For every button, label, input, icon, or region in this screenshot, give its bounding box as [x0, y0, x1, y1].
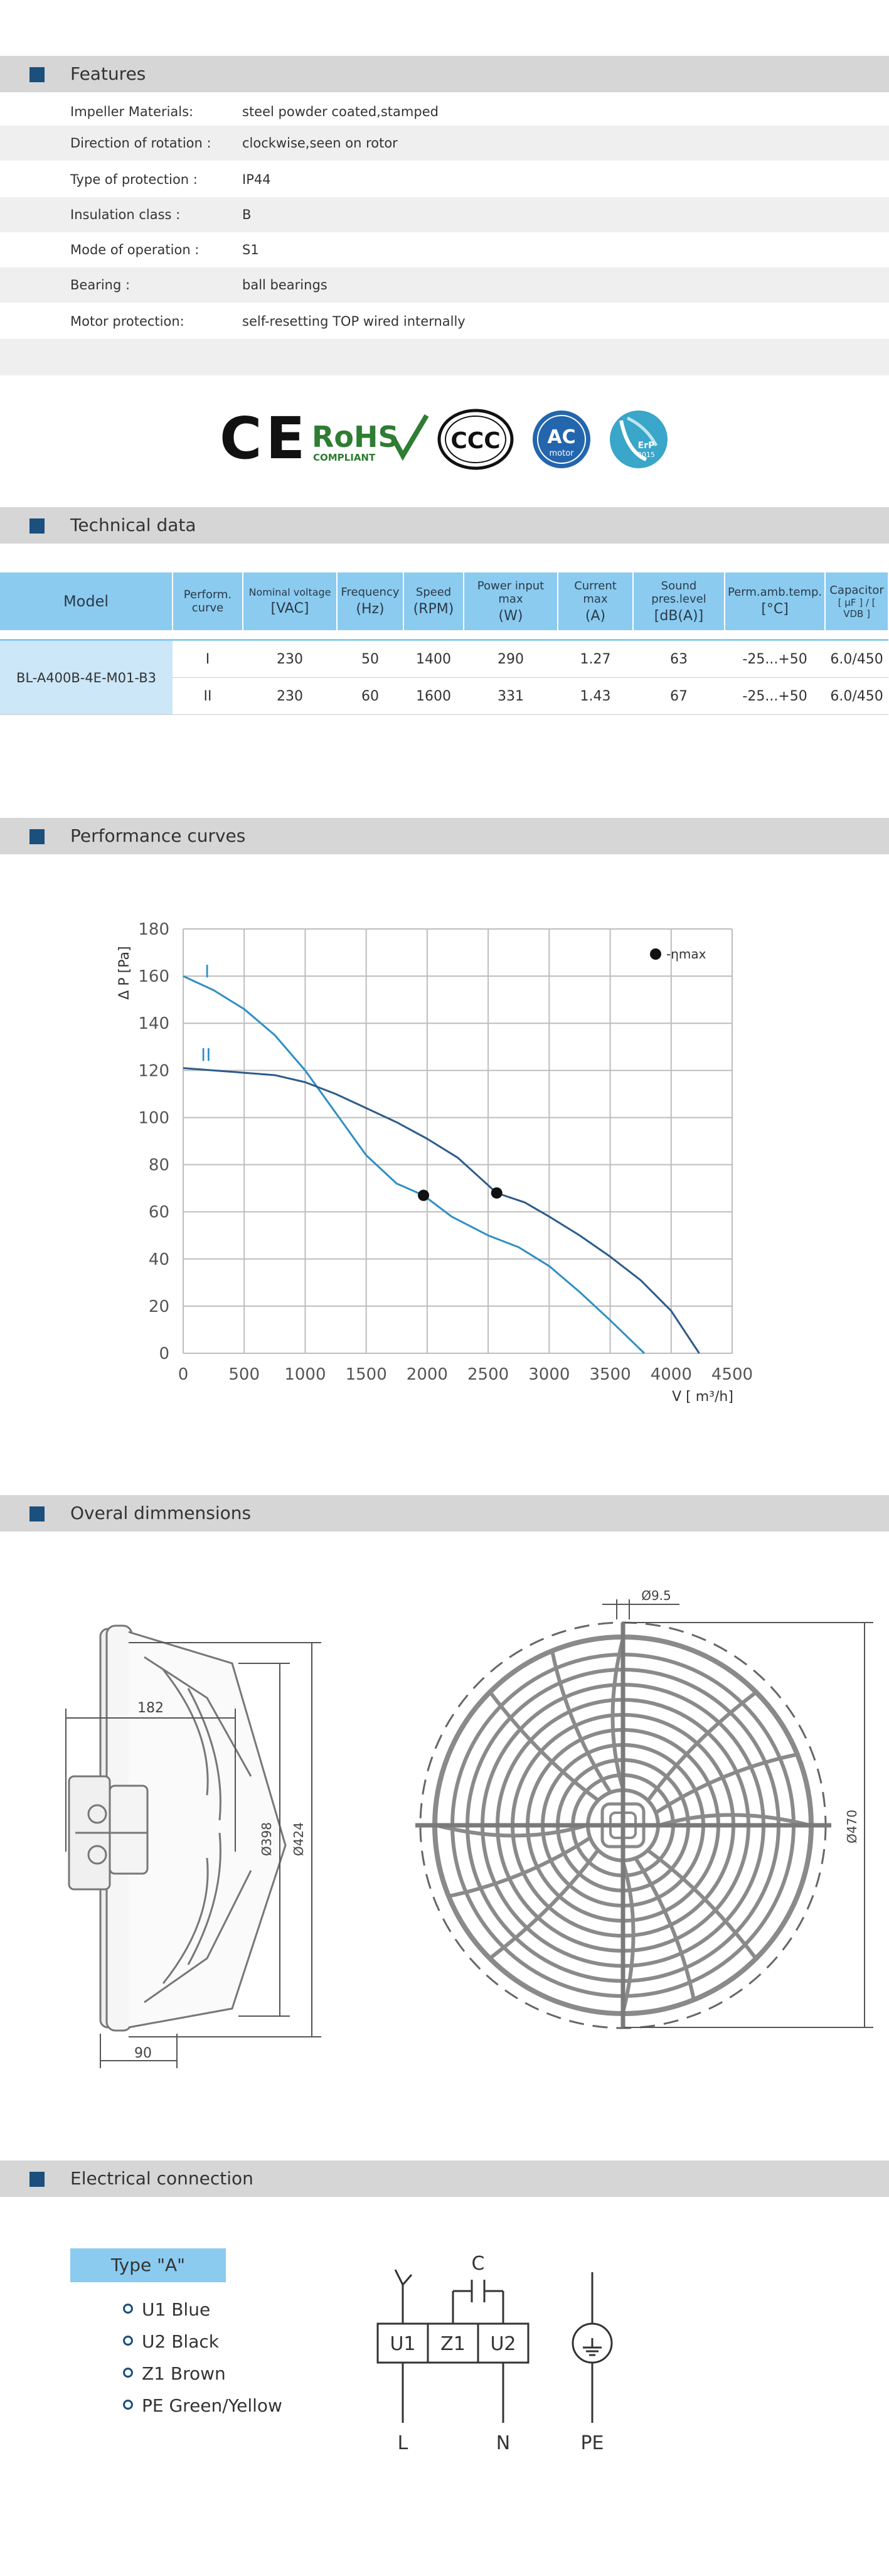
y-tick-label: 180	[138, 920, 169, 939]
legend-marker	[650, 948, 661, 960]
table-row	[0, 640, 888, 678]
series-line-II	[183, 1068, 700, 1353]
cell-temp: -25...+50	[725, 640, 825, 678]
dim-424: Ø424	[291, 1822, 306, 1856]
feature-label: Type of protection :	[70, 172, 198, 187]
feature-label: Insulation class :	[70, 207, 181, 222]
feature-value: S1	[242, 242, 259, 257]
svg-text:RoHS: RoHS	[312, 420, 399, 454]
eta-max-point	[418, 1189, 429, 1201]
feature-label: Mode of operation :	[70, 242, 200, 257]
rohs-logo	[312, 416, 427, 463]
y-axis-label: Δ P [Pa]	[117, 946, 132, 1000]
col-capacitor: Capacitor [ μF ] / [ VDB ]	[825, 572, 888, 630]
y-axis-ticks	[138, 920, 169, 1363]
technical-header	[0, 507, 889, 544]
eta-points	[418, 1188, 503, 1201]
x-tick-label: 3000	[528, 1365, 570, 1384]
x-tick-label: 4000	[650, 1365, 692, 1384]
cell-curve: II	[173, 678, 243, 715]
svg-text:CE: CE	[220, 405, 309, 472]
performance-header	[0, 818, 889, 854]
cell-frequency: 60	[337, 678, 403, 715]
feature-value: self-resetting TOP wired internally	[242, 314, 466, 329]
cell-voltage: 230	[243, 640, 337, 678]
terminal-u1: U1	[390, 2333, 416, 2355]
list-item	[123, 2390, 282, 2422]
feature-label: Direction of rotation :	[70, 136, 211, 151]
col-voltage: Nominal voltage [VAC]	[243, 572, 337, 630]
feature-row	[0, 162, 889, 197]
feature-value: clockwise,seen on rotor	[242, 136, 398, 151]
wire-label: U1 Blue	[142, 2299, 211, 2320]
feature-label: Motor protection:	[70, 314, 184, 329]
dim-470: Ø470	[844, 1810, 860, 1843]
terminal-u2: U2	[490, 2333, 516, 2355]
y-tick-label: 20	[148, 1297, 169, 1316]
section-marker	[29, 1506, 45, 1521]
feature-value: steel powder coated,stamped	[242, 104, 439, 119]
svg-text:CCC: CCC	[450, 428, 501, 454]
y-tick-label: 100	[138, 1108, 169, 1128]
svg-text:motor: motor	[549, 449, 574, 458]
erp-logo	[610, 411, 668, 468]
x-tick-label: 3500	[589, 1365, 631, 1384]
x-tick-label: 500	[228, 1365, 260, 1384]
features-header	[0, 56, 889, 92]
wire-label: PE Green/Yellow	[142, 2395, 282, 2416]
curve-label-II: II	[201, 1044, 211, 1065]
y-tick-label: 120	[138, 1061, 169, 1081]
cell-frequency: 50	[337, 640, 403, 678]
feature-value: ball bearings	[242, 277, 327, 292]
bullet-icon	[123, 2400, 133, 2410]
label-l: L	[397, 2432, 408, 2454]
col-power: Power input max (W)	[464, 572, 558, 630]
section-marker	[29, 67, 45, 82]
list-item	[123, 2294, 282, 2326]
dim-398: Ø398	[259, 1822, 274, 1856]
dimensions-header	[0, 1495, 889, 1532]
cell-power: 331	[464, 678, 558, 715]
fan-side-view	[69, 1626, 285, 2031]
x-tick-label: 4500	[711, 1365, 753, 1384]
x-tick-label: 1000	[284, 1365, 326, 1384]
terminal-z1: Z1	[440, 2333, 466, 2355]
label-n: N	[496, 2432, 511, 2454]
list-item	[123, 2326, 282, 2358]
svg-text:2015: 2015	[637, 451, 655, 459]
cell-sound: 67	[633, 678, 725, 715]
section-marker	[29, 518, 45, 534]
y-tick-label: 60	[148, 1203, 169, 1222]
cell-capacitor: 6.0/450	[825, 678, 888, 715]
cell-capacitor: 6.0/450	[825, 640, 888, 678]
dim-90: 90	[134, 2046, 152, 2061]
feature-label: Bearing :	[70, 277, 130, 292]
col-curve: Perform. curve	[173, 572, 243, 630]
col-current: Current max (A)	[558, 572, 633, 630]
dimension-drawing	[0, 1569, 889, 2096]
feature-row	[0, 197, 889, 232]
feature-label: Impeller Materials:	[70, 104, 194, 119]
section-title: Performance curves	[70, 825, 246, 846]
cell-sound: 63	[633, 640, 725, 678]
feature-row	[0, 94, 889, 129]
label-pe: PE	[580, 2432, 604, 2454]
ce-logo	[220, 405, 309, 472]
capacitor-label: C	[471, 2253, 485, 2275]
curve-label-I: I	[205, 961, 210, 982]
feature-row	[0, 232, 889, 267]
y-tick-label: 40	[148, 1250, 169, 1269]
cell-speed: 1400	[403, 640, 464, 678]
col-temp: Perm.amb.temp. [°C]	[725, 572, 825, 630]
y-tick-label: 0	[159, 1344, 169, 1363]
col-frequency: Frequency (Hz)	[337, 572, 403, 630]
ac-motor-logo	[533, 411, 590, 468]
cell-voltage: 230	[243, 678, 337, 715]
dim-182: 182	[137, 1700, 164, 1716]
x-tick-label: 0	[178, 1365, 189, 1384]
cell-power: 290	[464, 640, 558, 678]
section-title: Overal dimmensions	[70, 1503, 252, 1523]
col-sound: Sound pres.level [dB(A)]	[633, 572, 725, 630]
feature-row-empty	[0, 339, 889, 375]
x-tick-label: 2000	[406, 1365, 448, 1384]
x-tick-label: 1500	[345, 1365, 387, 1384]
svg-text:COMPLIANT: COMPLIANT	[313, 452, 376, 463]
bullet-icon	[123, 2368, 133, 2378]
fan-front-view	[415, 1623, 831, 2028]
y-tick-label: 80	[148, 1156, 169, 1175]
feature-row	[0, 267, 889, 303]
section-title: Electrical connection	[70, 2168, 253, 2189]
y-tick-label: 160	[138, 967, 169, 987]
wire-label: Z1 Brown	[142, 2363, 226, 2384]
dim-9-5: Ø9.5	[641, 1588, 671, 1603]
feature-value: B	[242, 207, 252, 222]
bullet-icon	[123, 2336, 133, 2346]
cell-current: 1.27	[558, 640, 633, 678]
col-speed: Speed (RPM)	[403, 572, 464, 630]
legend-label: -ηmax	[666, 947, 706, 962]
model-cell: BL-A400B-4E-M01-B3	[0, 640, 173, 715]
x-axis-ticks	[178, 1365, 753, 1384]
svg-text:ErP: ErP	[637, 441, 655, 451]
cell-speed: 1600	[403, 678, 464, 715]
section-title: Features	[70, 63, 146, 84]
section-marker	[29, 2172, 45, 2187]
y-tick-label: 140	[138, 1014, 169, 1034]
cell-curve: I	[173, 640, 243, 678]
bullet-icon	[123, 2304, 133, 2314]
x-axis-label: V [ m³/h]	[672, 1389, 733, 1405]
wiring-diagram	[364, 2247, 665, 2467]
list-item	[123, 2358, 282, 2390]
feature-row	[0, 304, 889, 339]
electrical-header	[0, 2160, 889, 2197]
ccc-logo	[439, 411, 512, 468]
technical-data-table	[0, 572, 889, 715]
type-a-label: Type "A"	[70, 2248, 226, 2282]
wire-list	[123, 2294, 282, 2422]
section-title: Technical data	[70, 515, 196, 535]
performance-chart	[0, 904, 889, 1419]
certification-logos	[0, 402, 889, 477]
feature-row	[0, 126, 889, 161]
x-tick-label: 2500	[467, 1365, 509, 1384]
cell-current: 1.43	[558, 678, 633, 715]
feature-value: IP44	[242, 172, 271, 187]
eta-max-point	[491, 1188, 503, 1199]
table-header-row	[0, 572, 888, 630]
svg-text:AC: AC	[547, 426, 576, 448]
wire-label: U2 Black	[142, 2331, 219, 2352]
cell-temp: -25...+50	[725, 678, 825, 715]
section-marker	[29, 829, 45, 844]
col-model: Model	[0, 572, 173, 630]
